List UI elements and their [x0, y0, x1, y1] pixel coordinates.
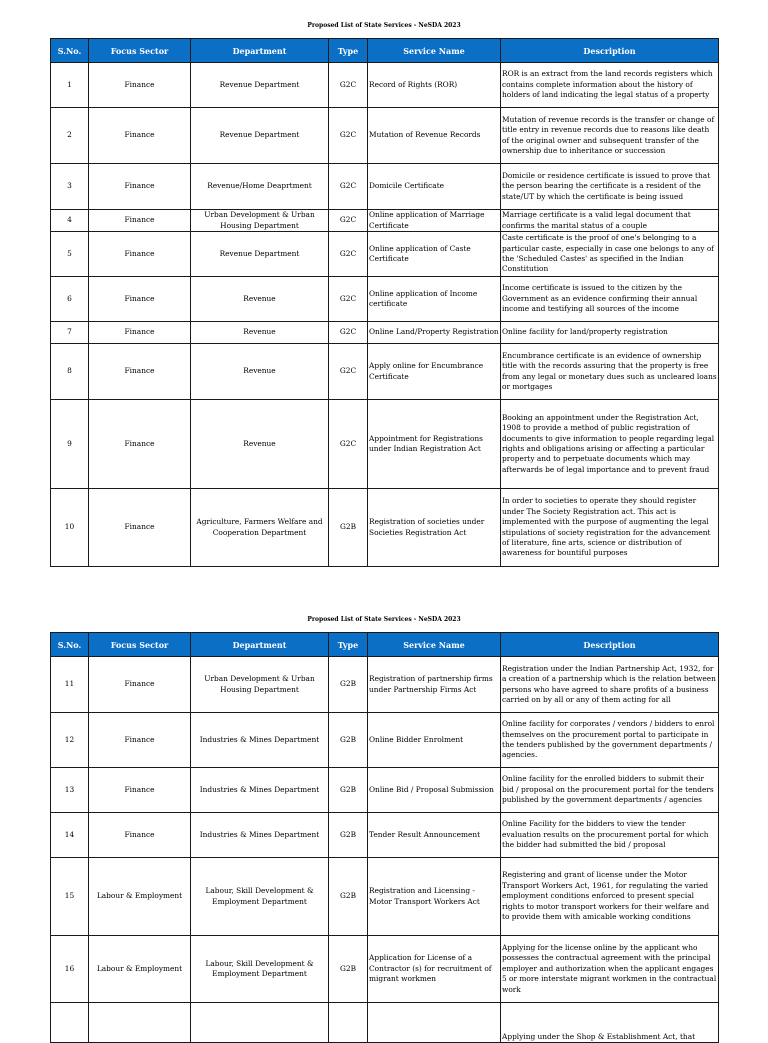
row-department: Industries & Mines Department	[191, 768, 329, 813]
row-type: G2C	[329, 232, 368, 277]
row-department: Revenue Department	[191, 108, 329, 164]
row-sno: 2	[51, 108, 89, 164]
row-type: G2C	[329, 400, 368, 489]
row-description: Caste certificate is the proof of one's belonging to a particular caste, especially in case one belongs to any of the 'Scheduled Castes' as specified in the Indian Constitution	[501, 232, 719, 277]
row-description: ROR is an extract from the land records registers which contains complete information about the history of holders of land indicating the legal status of a property	[501, 63, 719, 108]
row-service-name: Registration and Licensing - Motor Transport Workers Act	[368, 858, 501, 936]
row-focus-sector: Finance	[89, 277, 191, 322]
row-type: G2B	[329, 768, 368, 813]
header-description: Description	[501, 39, 719, 63]
row-service-name: Registration of partnership firms under Partnership Firms Act	[368, 657, 501, 713]
row-department: Urban Development & Urban Housing Department	[191, 210, 329, 232]
row-department	[191, 1003, 329, 1043]
row-department: Revenue	[191, 277, 329, 322]
row-focus-sector: Finance	[89, 322, 191, 344]
row-type: G2C	[329, 344, 368, 400]
table-row	[51, 1003, 719, 1043]
row-type: G2C	[329, 322, 368, 344]
row-focus-sector: Finance	[89, 713, 191, 768]
header-focus-sector: Focus Sector	[89, 633, 191, 657]
row-description: Registration under the Indian Partnership Act, 1932, for a creation of a partnership which is the relation between persons who have agreed to share profits of a business carried on by all or any of them acting for all	[501, 657, 719, 713]
row-sno: 5	[51, 232, 89, 277]
row-description: Applying for the license online by the applicant who possesses the contractual agreement with the principal employer and authorization when the applicant engages 5 or more interstate migrant workmen in the contractual work	[501, 936, 719, 1003]
header-focus-sector: Focus Sector	[89, 39, 191, 63]
row-service-name	[368, 1003, 501, 1043]
row-service-name: Appointment for Registrations under Indian Registration Act	[368, 400, 501, 489]
page-1-title: Proposed List of State Services - NeSDA 2023	[307, 22, 461, 29]
table-row	[51, 768, 719, 813]
row-sno: 4	[51, 210, 89, 232]
header-sno: S.No.	[51, 633, 89, 657]
header-service-name: Service Name	[368, 633, 501, 657]
row-sno: 10	[51, 489, 89, 567]
row-service-name: Registration of societies under Societies Registration Act	[368, 489, 501, 567]
table-row	[51, 400, 719, 489]
header-department: Department	[191, 633, 329, 657]
table-row	[51, 277, 719, 322]
table-row	[51, 713, 719, 768]
row-sno: 13	[51, 768, 89, 813]
row-service-name: Apply online for Encumbrance Certificate	[368, 344, 501, 400]
row-focus-sector: Finance	[89, 63, 191, 108]
table-row	[51, 858, 719, 936]
row-description: Encumbrance certificate is an evidence of ownership title with the records assuring that the property is free from any legal or monetary dues such as uncleared loans or mortgages	[501, 344, 719, 400]
table-row	[51, 344, 719, 400]
row-type: G2C	[329, 63, 368, 108]
row-department: Revenue	[191, 344, 329, 400]
row-description: In order to societies to operate they should register under The Society Registration act. This act is implemented with the purpose of augmenting the legal stipulations of society registration for the advancement of literature, fine arts, science or distribution of awareness for bountiful purposes	[501, 489, 719, 567]
row-service-name: Online application of Income certificate	[368, 277, 501, 322]
row-service-name: Record of Rights (ROR)	[368, 63, 501, 108]
row-focus-sector: Finance	[89, 489, 191, 567]
row-department: Revenue Department	[191, 232, 329, 277]
row-description: Booking an appointment under the Registration Act, 1908 to provide a method of public registration of documents to give information to people regarding legal rights and obligations arising or affecting a particular property and to perpetuate documents which may afterwards be of legal importance and to prevent fraud	[501, 400, 719, 489]
row-sno: 11	[51, 657, 89, 713]
row-service-name: Online Bid / Proposal Submission	[368, 768, 501, 813]
row-sno: 8	[51, 344, 89, 400]
header-sno: S.No.	[51, 39, 89, 63]
table-row	[51, 813, 719, 858]
row-type: G2C	[329, 210, 368, 232]
row-description: Marriage certificate is a valid legal document that confirms the marital status of a couple	[501, 210, 719, 232]
table-row	[51, 164, 719, 210]
row-focus-sector: Finance	[89, 657, 191, 713]
table-row	[51, 210, 719, 232]
table-header-row	[51, 39, 719, 63]
row-department: Revenue	[191, 322, 329, 344]
row-type: G2B	[329, 489, 368, 567]
row-type: G2B	[329, 813, 368, 858]
row-focus-sector: Finance	[89, 344, 191, 400]
row-sno: 9	[51, 400, 89, 489]
row-sno: 16	[51, 936, 89, 1003]
row-department: Agriculture, Farmers Welfare and Cooperation Department	[191, 489, 329, 567]
row-description: Online facility for the enrolled bidders to submit their bid / proposal on the procurement portal for the tenders published by the government departments / agencies	[501, 768, 719, 813]
table-header-row	[51, 633, 719, 657]
row-type: G2C	[329, 164, 368, 210]
row-sno: 14	[51, 813, 89, 858]
row-department: Revenue Department	[191, 63, 329, 108]
row-description: Online facility for corporates / vendors / bidders to enrol themselves on the procurement portal to participate in the tenders published by the government departments / agencies.	[501, 713, 719, 768]
header-service-name: Service Name	[368, 39, 501, 63]
header-type: Type	[329, 633, 368, 657]
row-sno: 3	[51, 164, 89, 210]
row-type: G2B	[329, 858, 368, 936]
row-department: Revenue/Home Deaprtment	[191, 164, 329, 210]
row-sno: 6	[51, 277, 89, 322]
row-focus-sector: Labour & Employment	[89, 936, 191, 1003]
row-department: Revenue	[191, 400, 329, 489]
row-department: Urban Development & Urban Housing Department	[191, 657, 329, 713]
row-description: Online facility for land/property registration	[501, 322, 719, 344]
row-description: Income certificate is issued to the citizen by the Government as an evidence confirming their annual income and testifying all sources of the income	[501, 277, 719, 322]
table-row	[51, 322, 719, 344]
row-focus-sector: Finance	[89, 813, 191, 858]
row-focus-sector: Finance	[89, 768, 191, 813]
table-row	[51, 936, 719, 1003]
row-service-name: Online application of Caste Certificate	[368, 232, 501, 277]
header-description: Description	[501, 633, 719, 657]
table-row	[51, 108, 719, 164]
row-sno	[51, 1003, 89, 1043]
row-focus-sector: Finance	[89, 210, 191, 232]
row-sno: 1	[51, 63, 89, 108]
row-service-name: Online Land/Property Registration	[368, 322, 501, 344]
row-department: Labour, Skill Development & Employment Department	[191, 936, 329, 1003]
row-service-name: Application for License of a Contractor (s) for recruitment of migrant workmen	[368, 936, 501, 1003]
row-description: Applying under the Shop & Establishment Act, that	[501, 1003, 719, 1043]
row-department: Industries & Mines Department	[191, 813, 329, 858]
row-service-name: Mutation of Revenue Records	[368, 108, 501, 164]
row-description: Mutation of revenue records is the transfer or change of title entry in revenue records due to reasons like death of the original owner and subsequent transfer of the ownership due to inheritance or succession	[501, 108, 719, 164]
row-type: G2B	[329, 936, 368, 1003]
row-service-name: Online application of Marriage Certificate	[368, 210, 501, 232]
row-sno: 15	[51, 858, 89, 936]
row-service-name: Tender Result Announcement	[368, 813, 501, 858]
row-focus-sector: Finance	[89, 400, 191, 489]
row-type: G2C	[329, 277, 368, 322]
row-description: Domicile or residence certificate is issued to prove that the person bearing the certificate is a resident of the state/UT by which the certificate is being issued	[501, 164, 719, 210]
services-table-page-1	[50, 38, 719, 567]
row-service-name: Domicile Certificate	[368, 164, 501, 210]
row-type: G2B	[329, 713, 368, 768]
table-row	[51, 657, 719, 713]
row-description: Registering and grant of license under the Motor Transport Workers Act, 1961, for regulating the varied employment conditions enforced to present special rights to motor transport workers for their welfare and to provide them with amicable working conditions	[501, 858, 719, 936]
row-type: G2B	[329, 657, 368, 713]
header-department: Department	[191, 39, 329, 63]
header-type: Type	[329, 39, 368, 63]
row-focus-sector	[89, 1003, 191, 1043]
row-type	[329, 1003, 368, 1043]
row-type: G2C	[329, 108, 368, 164]
table-row	[51, 489, 719, 567]
page-2-title: Proposed List of State Services - NeSDA 2023	[307, 616, 461, 623]
row-focus-sector: Finance	[89, 232, 191, 277]
row-focus-sector: Finance	[89, 164, 191, 210]
row-sno: 7	[51, 322, 89, 344]
row-description: Online Facility for the bidders to view the tender evaluation results on the procurement portal for which the bidder had submitted the bid / proposal	[501, 813, 719, 858]
table-row	[51, 63, 719, 108]
services-table-page-2	[50, 632, 719, 1043]
row-service-name: Online Bidder Enrolment	[368, 713, 501, 768]
table-row	[51, 232, 719, 277]
row-department: Industries & Mines Department	[191, 713, 329, 768]
row-focus-sector: Finance	[89, 108, 191, 164]
row-department: Labour, Skill Development & Employment Department	[191, 858, 329, 936]
row-focus-sector: Labour & Employment	[89, 858, 191, 936]
row-sno: 12	[51, 713, 89, 768]
